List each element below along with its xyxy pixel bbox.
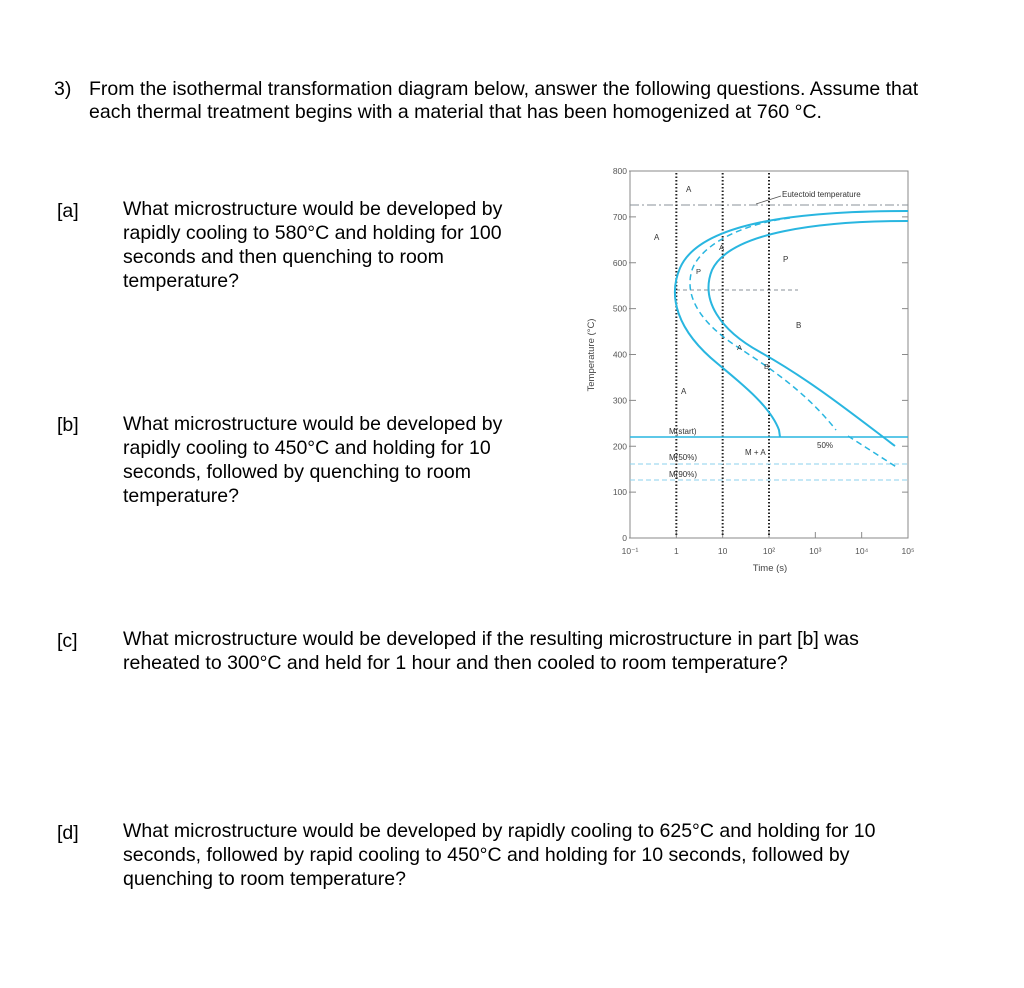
y-tick-label: 700 — [612, 211, 627, 222]
x-tick-label: 10³ — [809, 546, 822, 556]
y-tick-label: 100 — [612, 487, 627, 498]
y-tick-label: 500 — [612, 303, 627, 314]
y-axis-title: Temperature (°C) — [586, 318, 597, 392]
y-tick-label: 600 — [612, 257, 627, 268]
fifty-percent-curve — [690, 218, 836, 430]
part-d-label: [d] — [57, 822, 79, 844]
label-p-region: P — [783, 255, 789, 264]
eutectoid-label: Eutectoid temperature — [782, 190, 861, 199]
part-b-label: [b] — [57, 414, 79, 436]
label-a-plus-b-b: B — [764, 362, 770, 371]
label-b-region: B — [796, 321, 802, 330]
label-a-low: A — [681, 387, 687, 396]
label-m-50: M(50%) — [669, 453, 698, 462]
label-a-plus-b-a: A — [737, 343, 743, 352]
part-b-text: What microstructure would be developed by rapidly cooling to 450°C and holding for 10 seconds, followed by quenching to room temperature? — [123, 413, 503, 507]
y-tick-label: 400 — [612, 349, 627, 360]
fifty-percent-tail — [848, 436, 898, 468]
x-tick-label: 1 — [673, 546, 679, 556]
label-a-plus-p: A — [719, 243, 725, 252]
y-tick-label: 800 — [612, 166, 627, 176]
label-m-start: M(start) — [669, 427, 697, 436]
x-tick-label: 10 — [717, 546, 728, 556]
label-p-nose: P — [696, 267, 702, 276]
eutectoid-pointer — [756, 196, 781, 204]
part-c-label: [c] — [57, 630, 78, 652]
part-a-label: [a] — [57, 200, 79, 222]
y-tick-label: 200 — [612, 441, 627, 452]
y-tick-label: 300 — [612, 395, 627, 406]
question-text: From the isothermal transformation diagram below, answer the following questions. Assume that each thermal treatment begins with a material that has been homogenized at 760 °C. — [89, 78, 919, 123]
part-c-text: What microstructure would be developed if the resulting microstructure in part [b] was reheated to 300°C and held for 1 hour and then cooled to room temperature? — [123, 628, 859, 674]
x-tick-label: 10² — [762, 546, 776, 556]
part-d-text: What microstructure would be developed by rapidly cooling to 625°C and holding for 10 seconds, followed by rapid cooling to 450°C and holding for 10 seconds, followed by quenching to room temperature? — [123, 820, 876, 890]
x-axis — [622, 532, 915, 556]
part-a-text: What microstructure would be developed by rapidly cooling to 580°C and holding for 100 seconds and then quenching to room temperature? — [123, 198, 503, 292]
label-fifty: 50% — [817, 441, 834, 450]
label-a-top: A — [686, 185, 692, 194]
x-axis-title: Time (s) — [752, 563, 788, 574]
label-a-left: A — [654, 233, 660, 242]
finish-curve — [709, 221, 908, 446]
x-tick-label: 10⁴ — [855, 546, 869, 556]
x-tick-label: 10⁵ — [901, 546, 915, 556]
question-number: 3) — [54, 78, 72, 100]
x-tick-label: 10⁻¹ — [621, 546, 639, 556]
label-m-90: M(90%) — [669, 470, 698, 479]
y-tick-label: 0 — [622, 533, 627, 543]
label-m-plus-a: M + A — [745, 448, 766, 457]
time-markers — [676, 173, 769, 536]
